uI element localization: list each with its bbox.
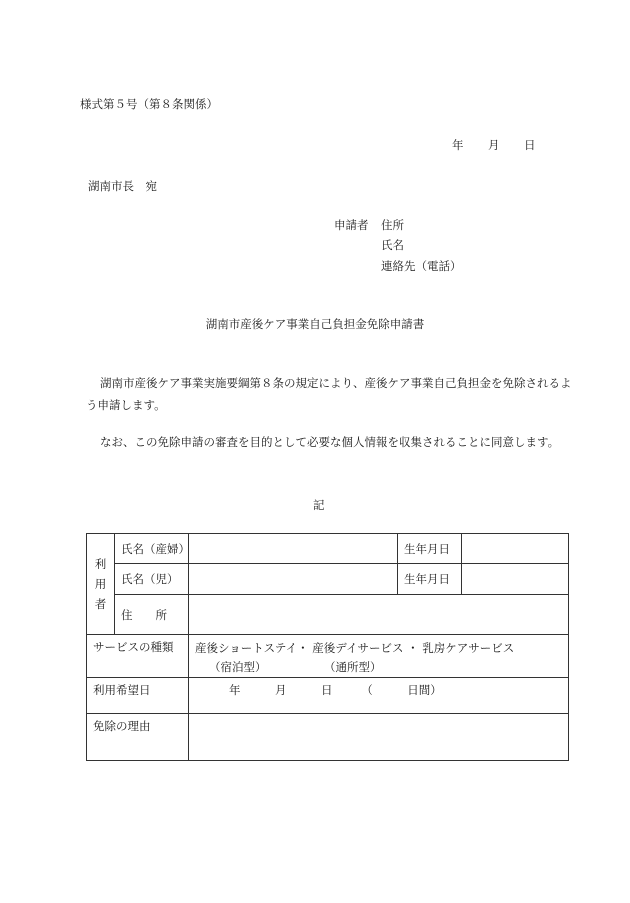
user-group-label: 利 用 者 xyxy=(87,534,115,635)
mother-name-field[interactable] xyxy=(189,534,398,564)
table-row-service xyxy=(87,635,569,678)
addressee: 湖南市長 宛 xyxy=(88,179,157,193)
child-birthdate-label: 生年月日 xyxy=(398,564,462,595)
service-options-line: 産後ショートステイ・ 産後デイサービス ・ 乳房ケアサービス xyxy=(195,641,515,655)
table-row-mother xyxy=(87,534,569,564)
child-name-field[interactable] xyxy=(189,564,398,595)
child-name-label: 氏名（児） xyxy=(115,564,189,595)
applicant-name-label: 氏名 xyxy=(381,238,404,252)
body-paragraph-1: 湖南市産後ケア事業実施要綱第８条の規定により、産後ケア事業自己負担金を免除されるよう申請します。 xyxy=(86,376,572,412)
ki-heading: 記 xyxy=(313,498,325,512)
date-day: 日 xyxy=(524,138,536,152)
desired-date-field[interactable]: 年 月 日 （ 日間） xyxy=(189,678,569,714)
form-number: 様式第５号（第８条関係） xyxy=(80,97,218,111)
user-address-field[interactable] xyxy=(189,595,569,635)
table-row-address xyxy=(87,595,569,635)
desired-date-label: 利用希望日 xyxy=(87,678,189,714)
service-type-label: サービスの種類 xyxy=(87,635,189,678)
application-table xyxy=(86,533,569,761)
applicant-label: 申請者 xyxy=(334,218,369,232)
reason-label: 免除の理由 xyxy=(87,714,189,761)
applicant-address-label: 住所 xyxy=(381,218,404,232)
date-month: 月 xyxy=(488,138,500,152)
table-row-reason xyxy=(87,714,569,761)
applicant-contact-label: 連絡先（電話） xyxy=(381,259,462,273)
child-birthdate-field[interactable] xyxy=(462,564,569,595)
service-options-subline: （宿泊型） （通所型） xyxy=(209,660,382,674)
mother-birthdate-label: 生年月日 xyxy=(398,534,462,564)
table-row-date xyxy=(87,678,569,714)
table-row-child xyxy=(87,564,569,595)
service-type-options[interactable] xyxy=(189,635,569,678)
body-paragraph-2: なお、この免除申請の審査を目的として必要な個人情報を収集されることに同意します。 xyxy=(100,435,560,449)
mother-name-label: 氏名（産婦） xyxy=(115,534,189,564)
reason-field[interactable] xyxy=(189,714,569,761)
mother-birthdate-field[interactable] xyxy=(462,534,569,564)
user-address-label: 住 所 xyxy=(115,595,189,635)
document-title: 湖南市産後ケア事業自己負担金免除申請書 xyxy=(205,317,425,331)
date-year: 年 xyxy=(452,138,464,152)
